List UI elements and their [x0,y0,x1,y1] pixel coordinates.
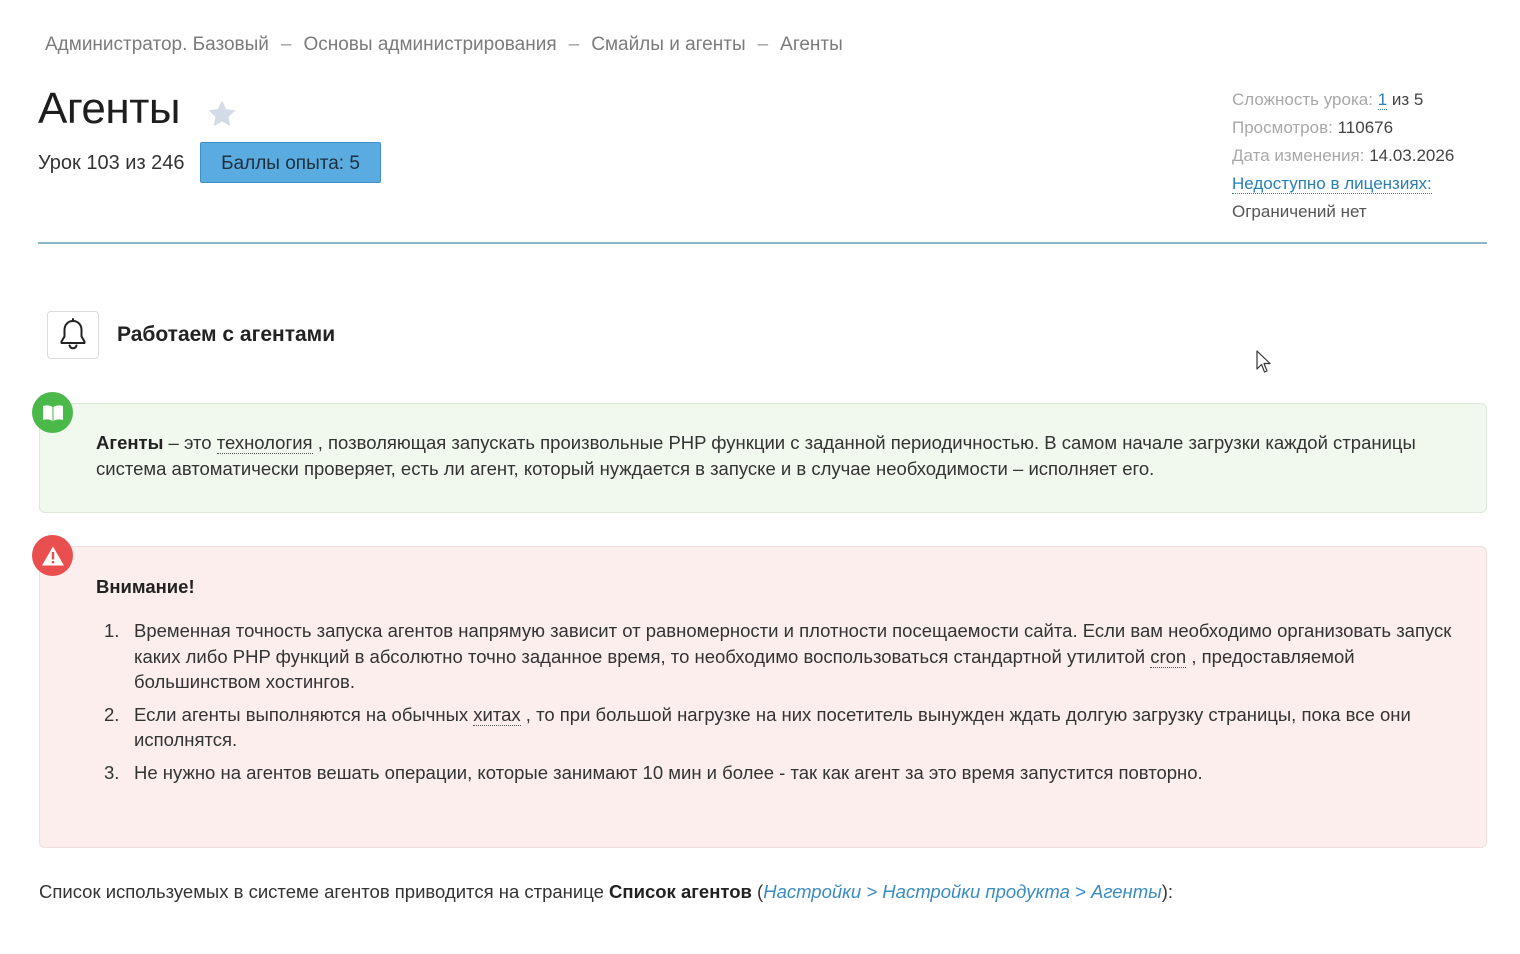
list-item-text-end: , предоставляемой большинством хостингов. [134,645,1355,692]
list-item [96,618,1456,695]
difficulty-level[interactable]: 1 [1377,90,1388,109]
mouse-pointer-icon [1256,350,1272,374]
info-text [96,430,1426,482]
glossary-link-cron[interactable]: cron [1150,645,1187,667]
lesson-meta [1232,86,1454,226]
info-body: , позволяющая запускать произвольные PHP функции с заданной периодичностью. В самом начале загрузки каждой страницы система автоматически проверяет, есть ли агент, который нуждается в запуске и в случае необходимости – исполняет его. [96,432,1416,479]
list-item-number: 3. [104,761,120,783]
list-item-number: 1. [104,620,120,641]
path-separator: > [1069,881,1091,902]
breadcrumb-item-section[interactable]: Смайлы и агенты [591,34,746,55]
license-value: Ограничений нет [1232,202,1367,221]
breadcrumb-item-chapter[interactable]: Основы администрирования [303,34,557,55]
header-divider [38,242,1487,244]
info-term: Агенты [96,432,164,453]
difficulty-max: из 5 [1391,90,1424,109]
list-item-text-end: , то при большой нагрузке на них посетитель вынужден ждать долгую загрузку страницы, пока все они исполнятся. [134,703,1411,750]
agents-list-page-name: Список агентов [609,881,752,902]
list-item-text: Если агенты выполняются на обычных [134,703,474,725]
warning-title: Внимание! [96,576,195,597]
breadcrumb-separator: – [757,34,769,55]
modified-label: Дата изменения: [1232,146,1365,165]
path-link-product-settings[interactable]: Настройки продукта [882,881,1070,902]
path-link-agents[interactable]: Агенты [1090,881,1162,902]
bell-button[interactable] [47,311,99,359]
views-value: 110676 [1337,118,1394,137]
settings-path [763,881,1162,902]
glossary-link-technology[interactable]: технология [216,432,313,453]
paragraph-paren-close: ): [1161,881,1174,902]
views-row [1232,114,1454,142]
paragraph-paren-open: ( [751,881,764,902]
breadcrumb [45,34,843,56]
list-item-text: Не нужно на агентов вешать операции, которые занимают 10 мин и более - так как агент за это время запустится повторно. [134,761,1203,783]
xp-badge: Баллы опыта: 5 [200,142,381,183]
warning-icon [32,535,73,576]
difficulty-label: Сложность урока: [1232,90,1373,109]
breadcrumb-item-current: Агенты [780,34,843,55]
views-label: Просмотров: [1232,118,1333,137]
warning-list [96,618,1456,792]
list-item-number: 2. [104,703,120,725]
list-item [96,702,1456,753]
path-separator: > [861,881,883,902]
breadcrumb-separator: – [568,34,580,55]
list-item-text: Временная точность запуска агентов напрямую зависит от равномерности и плотности посещаемости сайта. Если вам необходимо организовать запуск каких либо PHP функций в абсолютно точно заданное время, то необходимо воспользоваться стандартной утилитой [134,620,1452,667]
modified-value: 14.03.2026 [1369,146,1455,165]
info-dash: – это [163,432,217,453]
breadcrumb-item-course[interactable]: Администратор. Базовый [45,34,269,55]
glossary-link-hits[interactable]: хитах [473,703,521,725]
path-link-settings[interactable]: Настройки [763,881,862,902]
list-item [96,760,1456,786]
breadcrumb-separator: – [280,34,292,55]
section-title: Работаем с агентами [117,323,336,346]
book-icon [32,392,73,433]
lesson-number: Урок 103 из 246 [38,152,185,174]
agents-list-paragraph [39,881,1173,903]
difficulty-row [1232,86,1454,114]
license-row [1232,170,1454,198]
star-icon[interactable] [205,97,239,131]
modified-row [1232,142,1454,170]
license-link[interactable]: Недоступно в лицензиях: [1232,174,1432,193]
bell-icon [57,318,89,352]
paragraph-text: Список используемых в системе агентов приводится на странице [39,881,610,902]
page-title: Агенты [38,84,180,133]
